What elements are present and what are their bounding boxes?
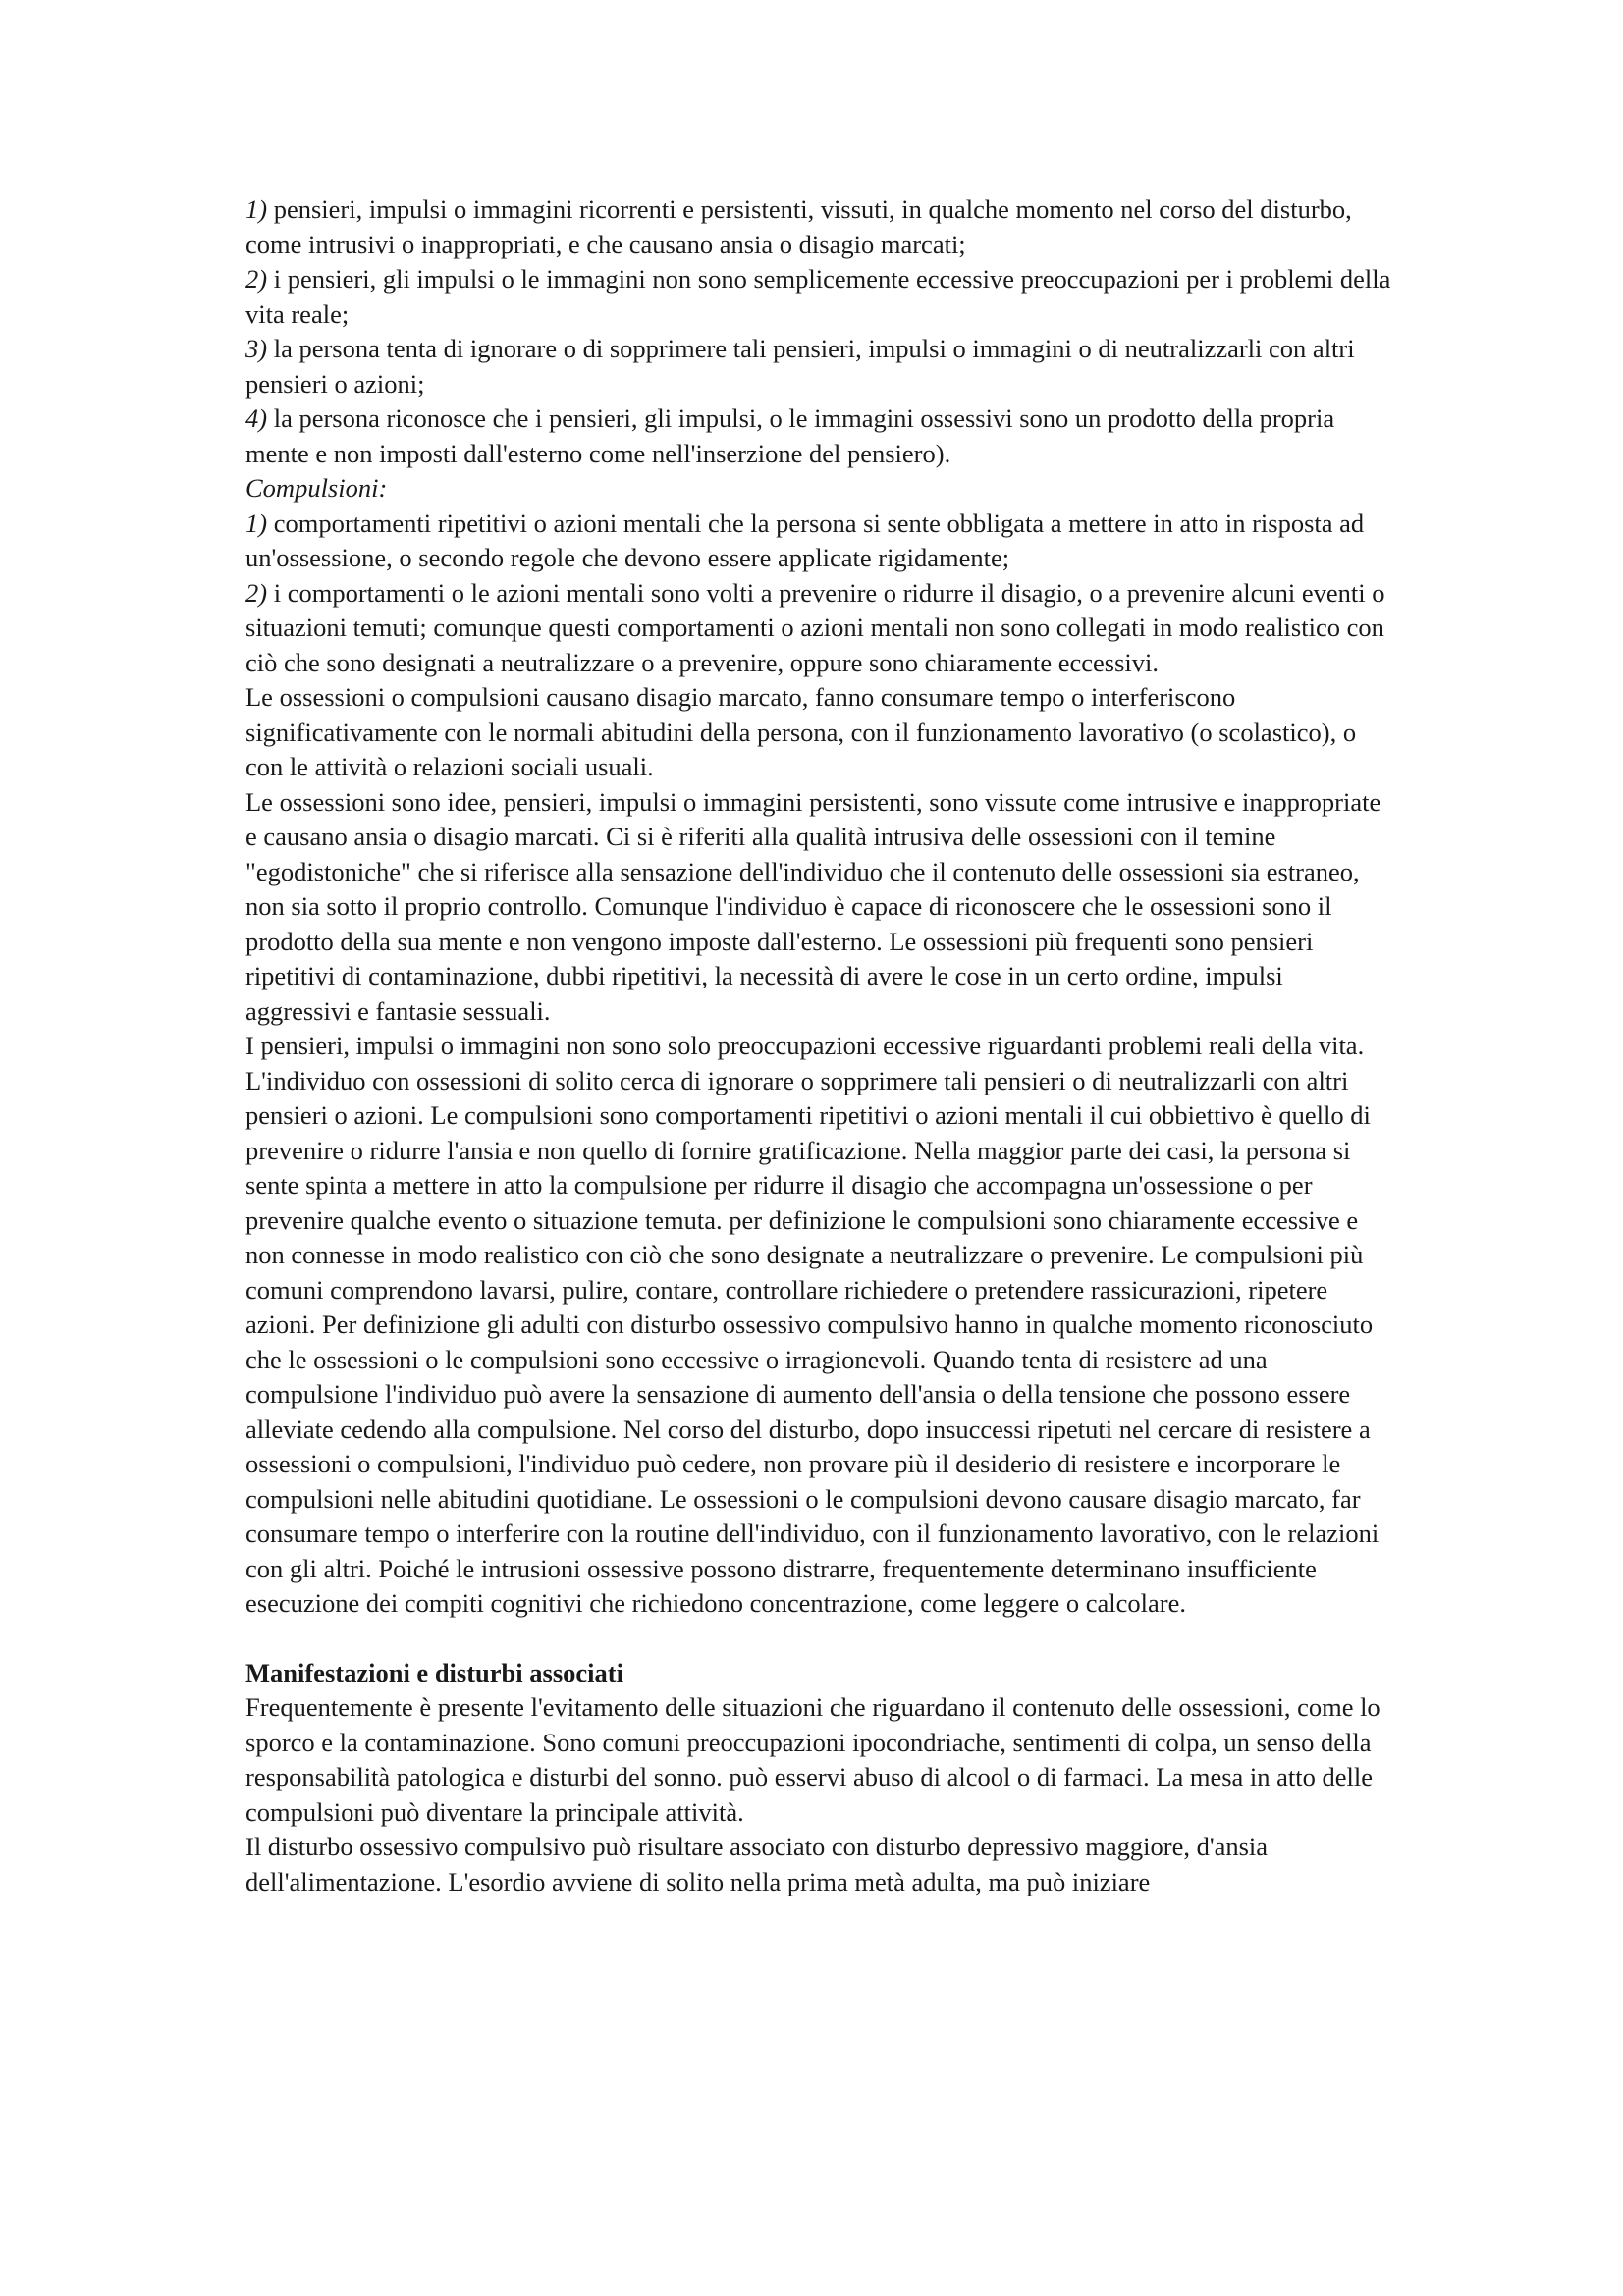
obsession-criterion-3 [245,332,1394,401]
body-paragraph: I pensieri, impulsi o immagini non sono solo preoccupazioni eccessive riguardanti problemi reali della vita. L'individuo con ossessioni di solito cerca di ignorare o sopprimere tali pensieri o di neutralizzarli con altri pensieri o azioni. Le compulsioni sono comportamenti ripetitivi o azioni mentali il cui obbiettivo è quello di prevenire o ridurre l'ansia e non quello di fornire gratificazione. Nella maggior parte dei casi, la persona si sente spinta a mettere in atto la compulsione per ridurre il disagio che accompagna un'ossessione o per prevenire qualche evento o situazione temuta. per definizione le compulsioni sono chiaramente eccessive e non connesse in modo realistico con ciò che sono designate a neutralizzare o prevenire. Le compulsioni più comuni comprendono lavarsi, pulire, contare, controllare richiedere o pretendere rassicurazioni, ripetere azioni. Per definizione gli adulti con disturbo ossessivo compulsivo hanno in qualche momento riconosciuto che le ossessioni o le compulsioni sono eccessive o irragionevoli. Quando tenta di resistere ad una compulsione l'individuo può avere la sensazione di aumento dell'ansia o della tensione che possono essere alleviate cedendo alla compulsione. Nel corso del disturbo, dopo insuccessi ripetuti nel cercare di resistere a ossessioni o compulsioni, l'individuo può cedere, non provare più il desiderio di resistere e incorporare le compulsioni nelle abitudini quotidiane. Le ossessioni o le compulsioni devono causare disagio marcato, far consumare tempo o interferire con la routine dell'individuo, con il funzionamento lavorativo, con le relazioni con gli altri. Poiché le intrusioni ossessive possono distrarre, frequentemente determinano insufficiente esecuzione dei compiti cognitivi che richiedono concentrazione, come leggere o calcolare. [245,1031,1380,1618]
criterion-number: 2) [245,577,268,608]
criterion-text: i comportamenti o le azioni mentali sono volti a prevenire o ridurre il disagio, o a prevenire alcuni eventi o situazioni temuti; comunque questi comportamenti o azioni mentali non sono collegati in modo realistico con ciò che sono designati a neutralizzare o a prevenire, oppure sono chiaramente eccessivi. [245,577,1385,677]
criterion-text: pensieri, impulsi o immagini ricorrenti e persistenti, vissuti, in qualche momento nel corso del disturbo, come intrusivi o inappropriati, e che causano ansia o disagio marcati; [245,194,1352,259]
body-paragraph: Le ossessioni o compulsioni causano disagio marcato, fanno consumare tempo o interferiscono significativamente con le normali abitudini della persona, con il funzionamento lavorativo (o scolastico), o con le attività o relazioni sociali usuali. [245,682,1357,781]
section-paragraph: Frequentemente è presente l'evitamento delle situazioni che riguardano il contenuto delle ossessioni, come lo sporco e la contaminazione. Sono comuni preoccupazioni ipocondriache, sentimenti di colpa, un senso della responsabilità patologica e disturbi del sonno. può esservi abuso di alcool o di farmaci. La mesa in atto delle compulsioni può diventare la principale attività. [245,1692,1380,1827]
body-paragraph: Le ossessioni sono idee, pensieri, impulsi o immagini persistenti, sono vissute come intrusive e inappropriate e causano ansia o disagio marcati. Ci si è riferiti alla qualità intrusiva delle ossessioni con il temine "egodistoniche" che si riferisce alla sensazione dell'individuo che il contenuto delle ossessioni sia estraneo, non sia sotto il proprio controllo. Comunque l'individuo è capace di riconoscere che le ossessioni sono il prodotto della sua mente e non vengono imposte dall'esterno. Le ossessioni più frequenti sono pensieri ripetitivi di contaminazione, dubbi ripetitivi, la necessità di avere le cose in un certo ordine, impulsi aggressivi e fantasie sessuali. [245,786,1381,1026]
criterion-number: 3) [245,334,268,363]
criterion-text: comportamenti ripetitivi o azioni mentali che la persona si sente obbligata a mettere in atto in risposta ad un'ossessione, o secondo regole che devono essere applicate rigidamente; [245,507,1365,572]
criterion-number: 4) [245,403,268,433]
compulsions-subheading: Compulsioni: [245,473,388,503]
document-page [245,192,1394,1899]
criterion-text: la persona tenta di ignorare o di sopprimere tali pensieri, impulsi o immagini o di neutralizzarli con altri pensieri o azioni; [245,334,1355,399]
compulsion-criterion-2 [245,576,1394,681]
obsession-criterion-4 [245,401,1394,471]
obsession-criterion-1 [245,192,1394,262]
criterion-text: i pensieri, gli impulsi o le immagini non sono semplicemente eccessive preoccupazioni per i problemi della vita reale; [245,264,1391,329]
criterion-text: la persona riconosce che i pensieri, gli impulsi, o le immagini ossessivi sono un prodotto della propria mente e non imposti dall'esterno come nell'inserzione del pensiero). [245,403,1335,468]
section-paragraph: Il disturbo ossessivo compulsivo può risultare associato con disturbo depressivo maggiore, d'ansia dell'alimentazione. L'esordio avviene di solito nella prima metà adulta, ma può iniziare [245,1832,1269,1896]
section-heading: Manifestazioni e disturbi associati [245,1657,623,1687]
obsession-criterion-2 [245,262,1394,332]
criterion-number: 1) [245,194,268,224]
compulsion-criterion-1 [245,507,1394,576]
criterion-number: 2) [245,264,268,294]
criterion-number: 1) [245,507,268,538]
